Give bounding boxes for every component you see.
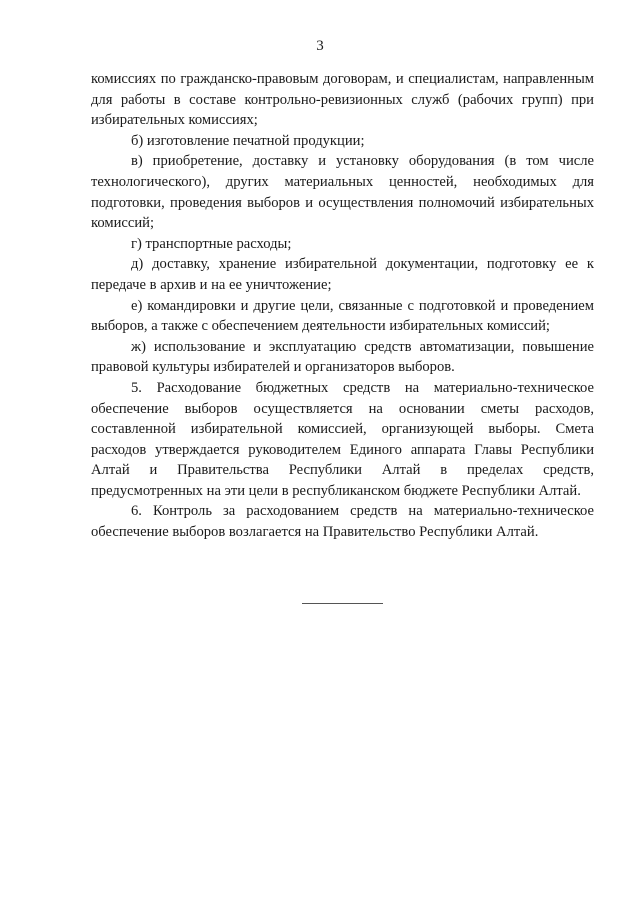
list-item-d: д) доставку, хранение избирательной документации, подготовку ее к передаче в архив и на ее уничтожение; [91,256,594,293]
paragraph-continuation: комиссиях по гражданско-правовым договорам, и специалистам, направленным для работы в составе контрольно-ревизионных служб (рабочих групп) при избирательных комиссиях; [91,71,594,129]
clause-5: 5. Расходование бюджетных средств на материально-техническое обеспечение выборов осуществляется на основании сметы расходов, составленной избирательной комиссией, организующей выборы. Смета расходов утверждается руководителем Единого аппарата Главы Республики Алтай и Правительства Республики Алтай в пределах средств, предусмотренных на эти цели в республиканском бюджете Республики Алтай. [91,379,594,499]
list-item-zh: ж) использование и эксплуатацию средств автоматизации, повышение правовой культуры избирателей и организаторов выборов. [91,338,594,376]
list-item-b: б) изготовление печатной продукции; [131,132,365,149]
list-item-g: г) транспортные расходы; [131,235,292,252]
end-separator-line [302,603,383,604]
list-item-v: в) приобретение, доставку и установку оборудования (в том числе технологического), других материальных ценностей, необходимых для подготовки, проведения выборов и осуществления полномочий избирательных комиссий; [91,153,594,232]
page-number: 3 [316,38,324,54]
list-item-e: е) командировки и другие цели, связанные с подготовкой и проведением выборов, а также с обеспечением деятельности избирательных комиссий; [91,297,594,335]
clause-6: 6. Контроль за расходованием средств на материально-техническое обеспечение выборов возлагается на Правительство Республики Алтай. [91,503,594,541]
document-body [91,69,594,543]
